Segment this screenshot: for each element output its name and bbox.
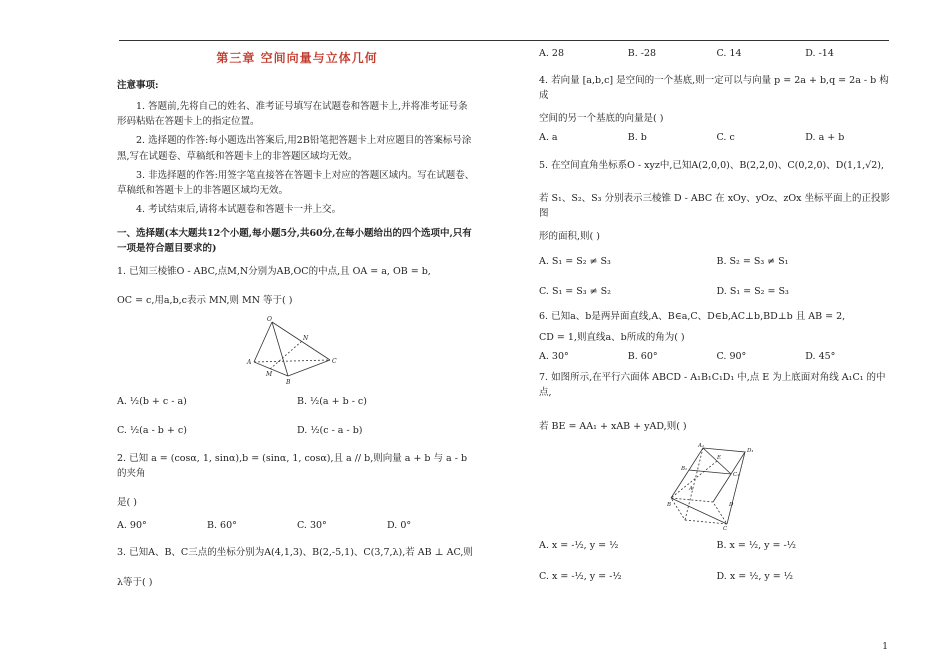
question-6-options [539,349,894,364]
option-d: D. -14 [805,48,834,59]
question-1-stem-1: 1. 已知三棱锥O - ABC,点M,N分别为AB,OC的中点,且 OA = a, OB = b, [117,265,431,277]
question-4-stem-1: 4. 若向量 [a,b,c] 是空间的一个基底,则一定可以与向量 p = 2a + b,q = 2a - b 构成 [539,74,889,101]
question-1-options [117,394,477,438]
notice-item: 4. 考试结束后,请将本试题卷和答题卡一并上交。 [136,204,342,216]
option-b: B. S₂ = S₃ ≠ S₁ [716,256,789,268]
parallelepiped-figure [539,440,894,530]
option-d: D. 0° [387,520,412,532]
question-7-stem-1: 7. 如图所示,在平行六面体 ABCD - A₁B₁C₁D₁ 中,点 E 为上底面对角线 A₁C₁ 的中点, [539,372,886,399]
header-rule [119,40,889,41]
question-3 [117,545,477,589]
fig-label-b1: B₁ [680,465,687,472]
option-d: D. a + b [805,132,845,144]
fig-label-a1: A₁ [697,442,704,449]
question-7-options [539,538,894,584]
question-3-options [539,48,894,61]
option-a: A. x = -½, y = ½ [539,539,619,551]
page-number: 1 [882,642,888,652]
question-6-stem-2: CD = 1,则直线a、b所成的角为( ) [539,331,685,343]
option-b: B. 60° [207,520,237,532]
question-2 [117,451,477,534]
option-b: B. b [627,132,647,144]
option-a: A. a [539,132,558,144]
option-d: D. S₁ = S₂ = S₃ [716,285,789,297]
fig-label-b: B [666,501,671,508]
question-4 [539,73,894,146]
option-b: B. -28 [627,48,657,59]
option-b: B. 60° [627,351,658,363]
parallelepiped-diagram [667,440,767,530]
fig-label-e: E [716,454,721,461]
option-b: B. ½(a + b - c) [297,396,367,408]
option-c: C. x = -½, y = -½ [539,571,622,582]
option-c: C. S₁ = S₃ ≠ S₂ [539,285,611,297]
tetrahedron-diagram [242,316,352,386]
fig-label-b: B [286,379,291,387]
fig-label-m: M [266,371,273,379]
question-5-stem-2: 若 S₁、S₂、S₃ 分别表示三棱锥 D - ABC 在 xOy、yOz、zOx 坐标平面上的正投影图 [539,192,891,219]
notice-item: 2. 选择题的作答:每小题选出答案后,用2B铅笔把答题卡上对应题目的答案标号涂黑,写在试题卷、草稿纸和答题卡上的非答题区域均无效。 [117,135,472,162]
option-a: A. 90° [117,520,147,532]
option-c: C. 30° [297,520,327,532]
option-d: D. ½(c - a - b) [297,425,363,437]
question-2-stem-1: 2. 已知 a = (cosα, 1, sinα),b = (sinα, 1, cosα),且 a // b,则向量 a + b 与 a - b 的夹角 [117,452,468,479]
question-5 [539,158,894,299]
option-c: C. 14 [716,48,742,59]
question-4-options [539,130,894,145]
question-7-stem-2: 若 BE = AA₁ + xAB + yAD,则( ) [539,420,687,432]
question-5-options [539,254,894,298]
fig-label-n: N [303,335,309,343]
fig-label-c: C [332,358,337,366]
question-3-stem-1: 3. 已知A、B、C三点的坐标分别为A(4,1,3)、B(2,-5,1)、C(3,7,λ),若 AB ⊥ AC,则 [117,547,473,559]
fig-label-d: D [728,501,733,508]
section-heading: 一、选择题(本大题共12个小题,每小题5分,共60分,在每小题给出的四个选项中,只有一项是符合题目要求的) [117,228,472,254]
option-b: B. x = ½, y = -½ [716,539,796,551]
option-a: A. ½(b + c - a) [117,396,187,408]
option-c: C. ½(a - b + c) [117,425,187,437]
question-2-stem-2: 是( ) [117,496,137,508]
question-1-stem-2: OC = c,用a,b,c表示 MN,则 MN 等于( ) [117,295,293,306]
fig-label-d1: D₁ [746,447,754,454]
question-4-stem-2: 空间的另一个基底的向量是( ) [539,113,664,125]
option-d: D. x = ½, y = ½ [716,571,793,582]
right-column [539,46,894,584]
option-a: A. 28 [539,48,564,59]
option-a: A. S₁ = S₂ ≠ S₃ [539,256,611,268]
option-c: C. 90° [716,351,747,363]
question-2-options [117,518,477,533]
option-c: C. c [716,132,735,144]
question-6-stem-1: 6. 已知a、b是两异面直线,A、B∈a,C、D∈b,AC⊥b,BD⊥b 且 AB = 2, [539,310,846,322]
option-d: D. 45° [805,351,836,363]
fig-label-a: A [688,485,693,492]
notice-heading: 注意事项: [117,80,159,92]
question-7 [539,370,894,584]
fig-label-c: C [722,525,727,530]
question-6 [539,309,894,365]
question-5-stem-3: 形的面积,则( ) [539,231,600,243]
fig-label-a: A [247,359,252,367]
left-column [117,46,477,590]
tetrahedron-figure [117,316,477,386]
question-5-stem-1: 5. 在空间直角坐标系O - xyz中,已知A(2,0,0)、B(2,2,0)、C(0,2,0)、D(1,1,√2), [539,159,885,171]
fig-label-o: O [267,316,272,324]
page-title: 第三章 空间向量与立体几何 [216,51,378,65]
notice-item: 1. 答题前,先将自己的姓名、准考证号填写在试题卷和答题卡上,并将准考证号条形码粘贴在答题卡上的指定位置。 [117,101,468,128]
fig-label-c1: C₁ [732,471,739,478]
option-a: A. 30° [539,351,569,363]
question-1 [117,264,477,439]
question-3-stem-2: λ等于( ) [117,576,153,588]
notice-item: 3. 非选择题的作答:用签字笔直接答在答题卡上对应的答题区域内。写在试题卷、草稿纸和答题卡上的非答题区域均无效。 [117,169,475,196]
